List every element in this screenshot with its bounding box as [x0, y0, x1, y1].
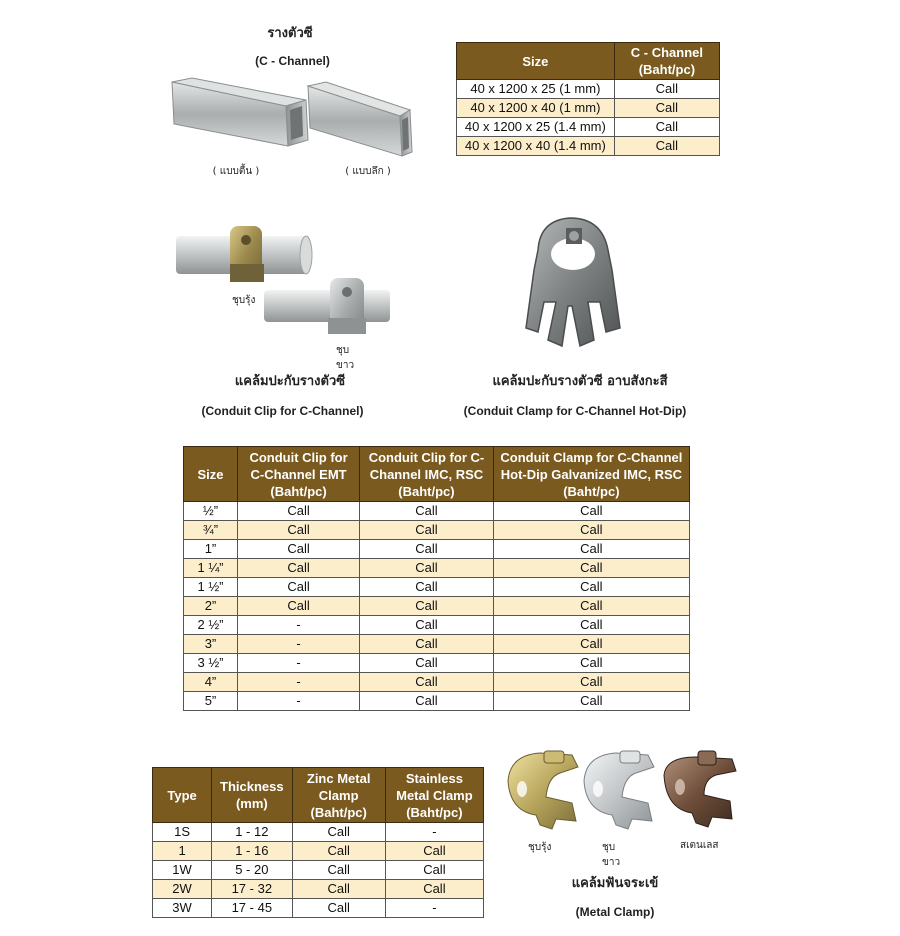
- table-row: [184, 692, 690, 711]
- size-cell: 40 x 1200 x 25 (1 mm): [457, 80, 615, 99]
- white-clip-label: ชุบขาว: [336, 345, 355, 371]
- price-cell: Call: [493, 578, 689, 597]
- price-cell: -: [237, 635, 359, 654]
- size-cell: 2 ½”: [184, 616, 238, 635]
- table-header-row: [153, 768, 484, 823]
- price-cell: Call: [292, 899, 385, 918]
- price-cell: Call: [493, 502, 689, 521]
- deep-label: ( แบบลึก ): [345, 166, 391, 177]
- price-cell: Call: [493, 635, 689, 654]
- white-clamp-label: ชุบขาว: [602, 842, 621, 868]
- header-size: Size: [457, 43, 615, 80]
- table-row: [457, 118, 720, 137]
- table-row: [153, 861, 484, 880]
- c-channel-title-th: รางตัวซี: [267, 26, 313, 41]
- type-cell: 1S: [153, 823, 212, 842]
- size-cell: 1 ½”: [184, 578, 238, 597]
- table-row: [184, 559, 690, 578]
- price-cell: Call: [292, 823, 385, 842]
- conduit-clip-photo: [172, 218, 394, 343]
- table-row: [184, 635, 690, 654]
- price-cell: -: [237, 616, 359, 635]
- price-cell: Call: [360, 616, 494, 635]
- table-row: [184, 654, 690, 673]
- price-cell: Call: [360, 635, 494, 654]
- header-zinc-price: Zinc Metal Clamp (Baht/pc): [292, 768, 385, 823]
- c-channel-price-table: [456, 42, 720, 156]
- table-row: [457, 137, 720, 156]
- header-clip-imc: Conduit Clip for C-Channel IMC, RSC (Baht/pc): [360, 447, 494, 502]
- clip-title-en: (Conduit Clip for C-Channel): [201, 404, 364, 418]
- size-cell: ¾”: [184, 521, 238, 540]
- price-cell: Call: [614, 118, 719, 137]
- header-thickness: Thickness (mm): [212, 768, 292, 823]
- price-cell: Call: [493, 673, 689, 692]
- shallow-label: ( แบบตื้น ): [212, 166, 260, 177]
- clamp-title-en: (Conduit Clamp for C-Channel Hot-Dip): [463, 404, 687, 418]
- price-cell: Call: [493, 540, 689, 559]
- clamp-title-th: แคล้มปะกับรางตัวซี อาบสังกะสี: [492, 374, 668, 389]
- price-cell: Call: [493, 692, 689, 711]
- price-cell: Call: [385, 842, 483, 861]
- price-cell: -: [385, 899, 483, 918]
- table-row: [184, 673, 690, 692]
- table-row: [153, 899, 484, 918]
- table-row: [184, 521, 690, 540]
- size-cell: 4”: [184, 673, 238, 692]
- header-c-channel-price: C - Channel (Baht/pc): [614, 43, 719, 80]
- price-cell: Call: [360, 521, 494, 540]
- header-size: Size: [184, 447, 238, 502]
- price-cell: Call: [360, 673, 494, 692]
- size-cell: ½”: [184, 502, 238, 521]
- metal-clamp-title-en: (Metal Clamp): [575, 905, 655, 919]
- price-cell: Call: [385, 861, 483, 880]
- price-cell: Call: [360, 654, 494, 673]
- clip-title-th: แคล้มปะกับรางตัวซี: [234, 374, 346, 389]
- table-row: [153, 823, 484, 842]
- table-row: [457, 80, 720, 99]
- metal-clamp-title-th: แคล้มฟันจระเข้: [571, 876, 659, 891]
- metal-clamp-price-table: [152, 767, 484, 918]
- conduit-price-table: [183, 446, 690, 711]
- price-cell: Call: [292, 861, 385, 880]
- thickness-cell: 17 - 45: [212, 899, 292, 918]
- price-cell: -: [385, 823, 483, 842]
- zinc-clip-label: ชุบรุ้ง: [232, 295, 256, 306]
- type-cell: 3W: [153, 899, 212, 918]
- price-cell: Call: [360, 540, 494, 559]
- price-cell: Call: [360, 559, 494, 578]
- size-cell: 40 x 1200 x 25 (1.4 mm): [457, 118, 615, 137]
- header-stainless-price: Stainless Metal Clamp (Baht/pc): [385, 768, 483, 823]
- price-cell: Call: [237, 578, 359, 597]
- price-cell: Call: [237, 540, 359, 559]
- price-cell: Call: [292, 880, 385, 899]
- price-cell: Call: [493, 559, 689, 578]
- price-cell: Call: [360, 578, 494, 597]
- header-clamp-hot-dip: Conduit Clamp for C-Channel Hot-Dip Galvanized IMC, RSC (Baht/pc): [493, 447, 689, 502]
- table-row: [184, 540, 690, 559]
- conduit-clamp-photo: [520, 210, 626, 354]
- size-cell: 3 ½”: [184, 654, 238, 673]
- c-channel-photo: [168, 76, 413, 160]
- price-cell: Call: [614, 80, 719, 99]
- thickness-cell: 1 - 16: [212, 842, 292, 861]
- table-header-row: [184, 447, 690, 502]
- type-cell: 1: [153, 842, 212, 861]
- price-cell: Call: [237, 502, 359, 521]
- stainless-clamp-label: สเตนเลส: [680, 840, 719, 851]
- price-cell: Call: [237, 521, 359, 540]
- price-cell: -: [237, 673, 359, 692]
- table-row: [184, 578, 690, 597]
- header-clip-emt: Conduit Clip for C-Channel EMT (Baht/pc): [237, 447, 359, 502]
- table-header-row: [457, 43, 720, 80]
- price-cell: Call: [292, 842, 385, 861]
- size-cell: 2”: [184, 597, 238, 616]
- type-cell: 2W: [153, 880, 212, 899]
- price-cell: Call: [385, 880, 483, 899]
- thickness-cell: 17 - 32: [212, 880, 292, 899]
- price-cell: Call: [237, 559, 359, 578]
- size-cell: 5”: [184, 692, 238, 711]
- c-channel-title-en: (C - Channel): [255, 54, 330, 68]
- price-cell: Call: [493, 597, 689, 616]
- price-cell: Call: [614, 99, 719, 118]
- size-cell: 1”: [184, 540, 238, 559]
- size-cell: 40 x 1200 x 40 (1.4 mm): [457, 137, 615, 156]
- price-cell: Call: [360, 692, 494, 711]
- price-cell: Call: [360, 502, 494, 521]
- price-cell: -: [237, 654, 359, 673]
- size-cell: 1 ¼”: [184, 559, 238, 578]
- thickness-cell: 5 - 20: [212, 861, 292, 880]
- price-cell: Call: [493, 654, 689, 673]
- type-cell: 1W: [153, 861, 212, 880]
- price-cell: Call: [360, 597, 494, 616]
- price-cell: Call: [237, 597, 359, 616]
- table-row: [184, 502, 690, 521]
- metal-clamp-photo: [500, 745, 740, 841]
- table-row: [153, 842, 484, 861]
- price-cell: -: [237, 692, 359, 711]
- price-cell: Call: [493, 521, 689, 540]
- price-cell: Call: [493, 616, 689, 635]
- zinc-clamp-label: ชุบรุ้ง: [528, 842, 552, 853]
- header-type: Type: [153, 768, 212, 823]
- price-cell: Call: [614, 137, 719, 156]
- table-row: [184, 597, 690, 616]
- thickness-cell: 1 - 12: [212, 823, 292, 842]
- size-cell: 40 x 1200 x 40 (1 mm): [457, 99, 615, 118]
- table-row: [184, 616, 690, 635]
- table-row: [153, 880, 484, 899]
- table-row: [457, 99, 720, 118]
- size-cell: 3”: [184, 635, 238, 654]
